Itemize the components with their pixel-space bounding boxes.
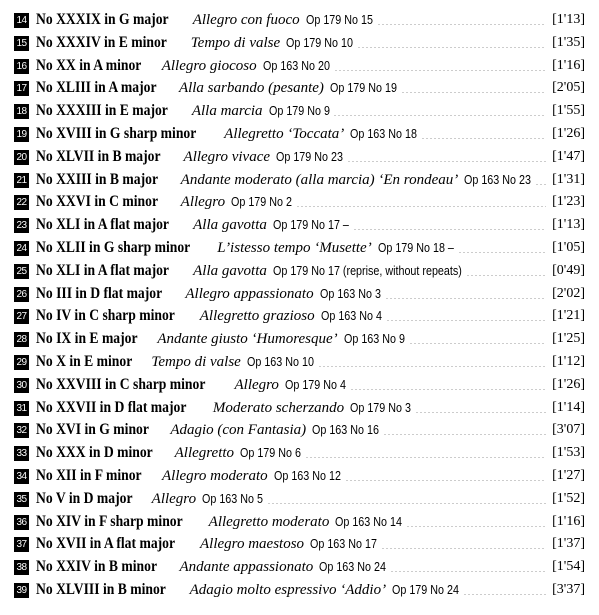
track-tempo: Moderato scherzando	[212, 399, 345, 416]
track-tempo: Andante giusto ‘Humoresque’	[157, 331, 338, 348]
track-opus: Op 179 No 4	[284, 377, 346, 392]
track-heading	[36, 534, 388, 554]
track-heading	[36, 420, 390, 440]
dotted-leader	[463, 594, 546, 595]
track-row	[0, 8, 599, 30]
track-title: No V in D major	[36, 489, 133, 507]
track-duration: [1'35]	[550, 33, 585, 53]
track-row	[0, 168, 599, 190]
track-tempo: Andante moderato (alla marcia) ‘En rondeau’	[180, 171, 459, 188]
track-title: No XXIII in B major	[36, 170, 159, 188]
track-tempo: Allegro	[151, 490, 197, 507]
track-opus: Op 163 No 16	[312, 423, 380, 438]
track-number-badge: 39	[14, 583, 29, 598]
dotted-leader	[345, 480, 547, 481]
track-heading	[36, 78, 408, 98]
track-number-badge: 32	[14, 423, 29, 438]
track-row	[0, 76, 599, 98]
track-opus: Op 163 No 5	[202, 491, 264, 506]
track-row	[0, 304, 599, 326]
track-title: No III in D flat major	[36, 284, 163, 302]
dotted-leader	[390, 571, 546, 572]
track-opus: Op 179 No 10	[286, 35, 354, 50]
track-tempo: Allegro	[180, 194, 226, 211]
track-number-badge: 21	[14, 173, 29, 188]
track-number-badge: 17	[14, 81, 29, 96]
track-heading	[36, 238, 466, 258]
track-heading	[36, 489, 273, 509]
track-opus: Op 179 No 2	[231, 195, 293, 210]
dotted-leader	[421, 138, 546, 139]
track-opus: Op 163 No 3	[319, 286, 381, 301]
track-heading	[36, 580, 470, 600]
track-duration: [0'49]	[550, 261, 585, 281]
track-number-badge: 16	[14, 59, 29, 74]
track-number-badge: 15	[14, 36, 29, 51]
track-tempo: Allegretto moderato	[208, 513, 330, 530]
track-title: No XVII in A flat major	[36, 535, 176, 553]
track-title: No XXX in D minor	[36, 444, 153, 462]
track-opus: Op 179 No 18 –	[377, 241, 454, 255]
track-opus: Op 163 No 18	[350, 127, 418, 141]
track-duration: [1'54]	[550, 557, 585, 577]
track-title: No XLVII in B major	[36, 147, 161, 165]
track-tempo: Allegretto grazioso	[199, 308, 315, 325]
track-row	[0, 464, 599, 486]
dotted-leader	[347, 161, 546, 162]
track-row	[0, 282, 599, 304]
track-title: No XII in F minor	[36, 467, 142, 484]
track-row	[0, 213, 599, 235]
track-opus: Op 163 No 9	[343, 332, 405, 347]
track-title: No XLI in A flat major	[36, 261, 169, 279]
track-tempo: Andante appassionato	[179, 559, 314, 576]
track-opus: Op 179 No 6	[240, 446, 302, 461]
track-title: No XLIII in A major	[36, 79, 157, 97]
track-duration: [1'12]	[550, 352, 585, 372]
track-duration: [1'13]	[550, 10, 585, 30]
dotted-leader	[357, 47, 546, 48]
track-row	[0, 555, 599, 577]
track-heading	[36, 512, 413, 532]
track-title: No XXXIX in G major	[36, 11, 169, 28]
track-tempo: Allegro	[234, 376, 279, 393]
dotted-leader	[386, 320, 547, 321]
track-number-badge: 19	[14, 127, 29, 142]
track-duration: [1'27]	[550, 466, 585, 486]
track-title: No XIV in F sharp minor	[36, 512, 183, 530]
track-number-badge: 37	[14, 537, 29, 552]
dotted-leader	[267, 503, 546, 504]
track-tempo: Allegro giocoso	[161, 57, 257, 74]
track-duration: [1'37]	[550, 534, 585, 554]
track-opus: Op 163 No 17	[310, 537, 377, 552]
track-title: No IV in C sharp minor	[36, 307, 175, 325]
dotted-leader	[353, 229, 546, 230]
track-number-badge: 30	[14, 378, 29, 393]
track-title: No IX in E major	[36, 330, 138, 348]
dotted-leader	[318, 366, 546, 367]
track-opus: Op 179 No 17 (reprise, without repeats)	[272, 263, 462, 278]
track-number-badge: 29	[14, 355, 29, 370]
track-tempo: Tempo di valse	[151, 354, 241, 370]
track-tempo: Allegretto ‘Toccata’	[224, 126, 345, 142]
dotted-leader	[409, 343, 547, 344]
dotted-leader	[333, 115, 546, 116]
track-number-badge: 18	[14, 104, 29, 119]
track-heading	[36, 192, 302, 212]
dotted-leader	[350, 389, 546, 390]
track-heading	[36, 215, 361, 235]
dotted-leader	[296, 206, 546, 207]
track-heading	[36, 306, 392, 326]
track-number-badge: 20	[14, 150, 29, 165]
dotted-leader	[377, 24, 547, 25]
track-heading	[36, 10, 383, 30]
track-heading	[36, 33, 364, 53]
track-number-badge: 23	[14, 218, 29, 233]
track-row	[0, 31, 599, 53]
track-tempo: Alla gavotta	[193, 262, 267, 279]
track-opus: Op 179 No 23	[276, 149, 343, 164]
track-title: No XVIII in G sharp minor	[36, 125, 197, 142]
track-row	[0, 396, 599, 418]
track-tempo: Alla gavotta	[193, 217, 267, 234]
track-duration: [1'26]	[550, 124, 585, 144]
track-duration: [1'47]	[550, 147, 585, 167]
track-row	[0, 236, 599, 258]
track-number-badge: 35	[14, 492, 29, 507]
track-opus: Op 163 No 12	[273, 469, 341, 483]
track-number-badge: 28	[14, 332, 29, 347]
dotted-leader	[466, 275, 546, 276]
track-title: No XXVI in C minor	[36, 193, 159, 211]
track-heading	[36, 170, 542, 190]
track-title: No XXVIII in C sharp minor	[36, 375, 206, 393]
track-number-badge: 14	[14, 13, 29, 28]
track-row	[0, 532, 599, 554]
track-title: No XLI in A flat major	[36, 216, 169, 234]
track-heading	[36, 101, 339, 121]
track-duration: [1'23]	[550, 192, 585, 212]
track-row	[0, 441, 599, 463]
dotted-leader	[305, 457, 546, 458]
track-row	[0, 350, 599, 372]
track-opus: Op 179 No 3	[350, 400, 412, 415]
track-tempo: Allegro appassionato	[185, 285, 314, 302]
track-row	[0, 122, 599, 144]
track-number-badge: 25	[14, 264, 29, 279]
track-heading	[36, 375, 356, 395]
track-duration: [1'14]	[550, 398, 585, 418]
track-title: No XVI in G minor	[36, 421, 149, 439]
dotted-leader	[535, 184, 546, 185]
track-heading	[36, 443, 311, 463]
track-row	[0, 487, 599, 509]
track-number-badge: 36	[14, 515, 29, 530]
track-number-badge: 26	[14, 287, 29, 302]
track-opus: Op 163 No 23	[464, 172, 532, 187]
dotted-leader	[415, 412, 546, 413]
track-opus: Op 179 No 24	[392, 583, 460, 597]
track-tempo: Tempo di valse	[190, 34, 281, 51]
track-duration: [1'31]	[550, 170, 585, 190]
track-title: No XXIV in B minor	[36, 558, 158, 576]
track-opus: Op 163 No 20	[262, 58, 330, 73]
track-row	[0, 327, 599, 349]
dotted-leader	[401, 92, 546, 93]
track-number-badge: 24	[14, 241, 29, 256]
track-row	[0, 259, 599, 281]
dotted-leader	[383, 434, 546, 435]
track-duration: [1'05]	[550, 238, 585, 258]
track-duration: [1'16]	[550, 56, 585, 76]
track-opus: Op 179 No 9	[268, 104, 330, 119]
track-opus: Op 163 No 4	[320, 309, 382, 324]
track-number-badge: 33	[14, 446, 29, 461]
track-heading	[36, 557, 397, 577]
track-duration: [2'02]	[550, 284, 585, 304]
track-title: No XLVIII in B minor	[36, 581, 166, 598]
track-tempo: Alla marcia	[191, 103, 263, 120]
track-title: No XXXIV in E minor	[36, 33, 167, 51]
track-duration: [3'37]	[550, 580, 585, 600]
track-tempo: Allegro vivace	[183, 148, 271, 165]
track-heading	[36, 329, 415, 349]
track-row	[0, 578, 599, 600]
track-tempo: L’istesso tempo ‘Musette’	[217, 240, 372, 256]
track-heading	[36, 124, 428, 144]
track-tempo: Allegro maestoso	[200, 536, 305, 553]
track-duration: [1'21]	[550, 306, 585, 326]
track-opus: Op 163 No 24	[319, 560, 387, 575]
track-duration: [2'05]	[550, 78, 585, 98]
track-tempo: Allegro moderato	[162, 468, 268, 484]
dotted-leader	[334, 70, 547, 71]
track-duration: [1'26]	[550, 375, 585, 395]
track-duration: [1'52]	[550, 489, 585, 509]
track-row	[0, 54, 599, 76]
track-title: No XXVII in D flat major	[36, 398, 187, 416]
track-duration: [1'16]	[550, 512, 585, 532]
track-opus: Op 179 No 19	[329, 81, 397, 96]
track-row	[0, 510, 599, 532]
track-opus: Op 179 No 15	[305, 13, 373, 27]
track-title: No XX in A minor	[36, 56, 142, 74]
track-number-badge: 38	[14, 560, 29, 575]
track-duration: [1'13]	[550, 215, 585, 235]
track-number-badge: 34	[14, 469, 29, 484]
track-row	[0, 373, 599, 395]
track-opus: Op 163 No 10	[246, 355, 314, 369]
track-duration: [1'53]	[550, 443, 585, 463]
track-duration: [3'07]	[550, 420, 585, 440]
track-opus: Op 163 No 14	[335, 514, 403, 529]
track-duration: [1'25]	[550, 329, 585, 349]
dotted-leader	[381, 548, 546, 549]
track-heading	[36, 466, 352, 486]
track-duration: [1'55]	[550, 101, 585, 121]
dotted-leader	[406, 526, 546, 527]
track-title: No XLII in G sharp minor	[36, 239, 191, 256]
track-tempo: Allegretto	[174, 445, 235, 462]
track-tempo: Adagio (con Fantasia)	[170, 422, 307, 439]
track-heading	[36, 261, 492, 281]
track-tempo: Allegro con fuoco	[192, 12, 300, 28]
track-title: No XXXIII in E major	[36, 102, 168, 120]
track-number-badge: 31	[14, 401, 29, 416]
track-tempo: Adagio molto espressivo ‘Addio’	[189, 582, 387, 598]
track-row	[0, 99, 599, 121]
track-heading	[36, 352, 325, 372]
track-number-badge: 27	[14, 309, 29, 324]
track-row	[0, 145, 599, 167]
track-title: No X in E minor	[36, 353, 133, 370]
track-heading	[36, 284, 390, 304]
track-heading	[36, 147, 354, 167]
track-opus: Op 179 No 17 –	[272, 218, 349, 233]
dotted-leader	[458, 252, 547, 253]
dotted-leader	[385, 298, 547, 299]
track-tempo: Alla sarbando (pesante)	[178, 80, 324, 97]
track-heading	[36, 398, 421, 418]
track-number-badge: 22	[14, 195, 29, 210]
track-row	[0, 418, 599, 440]
track-heading	[36, 56, 340, 76]
track-row	[0, 190, 599, 212]
